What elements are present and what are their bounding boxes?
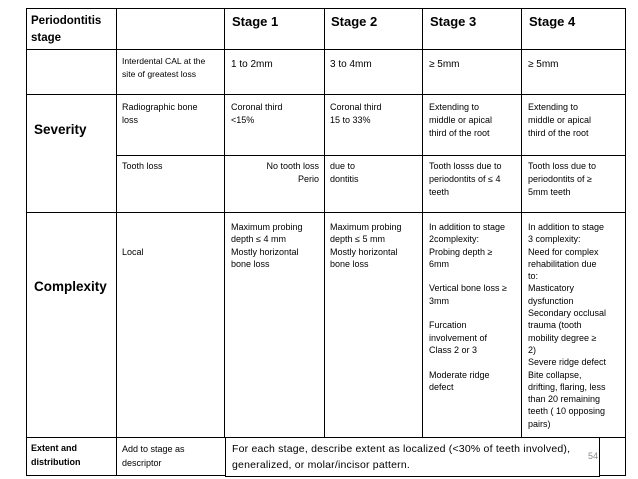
local-stage4-line: Masticatory [528, 283, 575, 294]
severity-label: Severity [34, 122, 87, 137]
local-descriptor: Local [122, 247, 144, 257]
local-stage3-line: Probing depth ≥ [429, 246, 493, 257]
table-col-divider [324, 8, 325, 438]
local-stage4-line: Secondary occlusal [528, 308, 607, 319]
local-stage4-line: than 20 remaining [528, 394, 601, 405]
local-stage4-line: mobility degree ≥ [528, 332, 597, 343]
local-stage4-line: In addition to stage [528, 222, 605, 232]
local-stage3-spacer [429, 356, 507, 368]
cal-stage-4: ≥ 5mm [528, 59, 559, 70]
radiographic-stage2-line1: Coronal third [330, 102, 382, 112]
table-col-divider [116, 8, 117, 476]
tooth-loss-stage3-line1: Tooth losss due to [429, 161, 502, 171]
cal-stage-1: 1 to 2mm [231, 59, 273, 70]
local-stage3-line: 2complexity: [429, 234, 480, 245]
local-stage2-line: Mostly horizontal [330, 246, 398, 257]
radiographic-descriptor-line1: Radiographic bone [122, 102, 198, 112]
header-stage-4: Stage 4 [529, 14, 576, 29]
radiographic-stage3-line2: middle or apical [429, 115, 493, 125]
local-stage4 [528, 221, 606, 430]
tooth-loss-stage4-line2: periodontits of ≥ [528, 174, 592, 184]
complexity-label: Complexity [34, 279, 107, 294]
local-stage1-line: Mostly horizontal [231, 246, 299, 257]
tooth-loss-stage3-line3: teeth [429, 187, 450, 197]
local-stage3-line: Vertical bone loss ≥ [429, 283, 507, 294]
local-stage4-line: to: [528, 271, 539, 282]
local-stage1 [231, 221, 303, 270]
local-stage3-line: 3mm [429, 295, 449, 306]
cal-stage-2: 3 to 4mm [330, 59, 372, 70]
extent-note-box [225, 437, 600, 477]
local-stage3-line: In addition to stage [429, 222, 506, 232]
tooth-loss-descriptor: Tooth loss [122, 161, 163, 171]
local-stage2 [330, 221, 402, 270]
local-stage1-line: depth ≤ 4 mm [231, 234, 286, 245]
radiographic-stage3-line1: Extending to [429, 102, 480, 112]
header-stage-2: Stage 2 [331, 14, 378, 29]
cal-stage-3: ≥ 5mm [429, 59, 460, 70]
local-stage3-line: involvement of [429, 332, 488, 343]
local-stage3 [429, 221, 507, 393]
radiographic-stage4-line2: middle or apical [528, 115, 592, 125]
header-stage-1: Stage 1 [232, 14, 279, 29]
header-periodontitis-stage: Periodontitis stage [31, 15, 102, 44]
local-stage2-line: depth ≤ 5 mm [330, 234, 385, 245]
radiographic-stage3-line3: third of the root [429, 128, 490, 138]
local-stage3-line: 6mm [429, 258, 449, 269]
local-stage4-line: pairs) [528, 418, 551, 429]
local-stage3-line: defect [429, 381, 454, 392]
extent-descriptor-line1: Add to stage as [122, 444, 185, 454]
extent-note-line1: For each stage, describe extent as localized (<30% of teeth involved), [232, 443, 571, 455]
tooth-loss-stage4-line1: Tooth loss due to [528, 161, 597, 171]
extent-label-line2: distribution [31, 457, 81, 467]
tooth-loss-stage1-line1: No tooth loss [266, 161, 319, 171]
table-col-divider [224, 8, 225, 438]
local-stage3-line: Furcation [429, 320, 467, 331]
local-stage2-line: Maximum probing [330, 222, 402, 232]
local-stage1-line: Maximum probing [231, 222, 303, 232]
radiographic-stage4-line3: third of the root [528, 128, 589, 138]
local-stage3-spacer [429, 270, 507, 282]
local-stage4-line: rehabilitation due [528, 258, 597, 269]
radiographic-descriptor-line2: loss [122, 115, 139, 125]
local-stage4-line: Need for complex [528, 246, 599, 257]
cal-descriptor-line1: Interdental CAL at the [122, 56, 206, 66]
local-stage3-line: Class 2 or 3 [429, 344, 478, 355]
radiographic-stage4-line1: Extending to [528, 102, 579, 112]
local-stage4-line: Bite collapse, [528, 369, 582, 380]
tooth-loss-stage4-line3: 5mm teeth [528, 187, 571, 197]
table-col-divider [521, 8, 522, 438]
table-row-divider [116, 155, 626, 156]
tooth-loss-stage2-line1: due to [330, 161, 356, 171]
local-stage4-line: 3 complexity: [528, 234, 581, 245]
extent-note-line2: generalized, or molar/incisor pattern. [232, 459, 411, 471]
table-border-left [26, 8, 27, 476]
extent-descriptor-line2: descriptor [122, 458, 162, 468]
table-col-divider [422, 8, 423, 438]
local-stage3-line: Moderate ridge [429, 369, 490, 380]
local-stage4-line: drifting, flaring, less [528, 381, 606, 392]
local-stage4-line: dysfunction [528, 295, 574, 306]
local-stage4-line: teeth ( 10 opposing [528, 406, 606, 417]
tooth-loss-stage1-line2: Perio [297, 174, 319, 184]
cal-descriptor-line2: site of greatest loss [122, 69, 197, 79]
local-stage1-line: bone loss [231, 258, 270, 269]
page-number: 54 [588, 451, 599, 461]
local-stage4-line: 2) [528, 344, 537, 355]
radiographic-stage1-line1: Coronal third [231, 102, 283, 112]
local-stage4-line: Severe ridge defect [528, 357, 607, 368]
local-stage4-line: trauma (tooth [528, 320, 582, 331]
local-stage3-spacer [429, 307, 507, 319]
local-stage2-line: bone loss [330, 258, 369, 269]
header-stage-3: Stage 3 [430, 14, 477, 29]
radiographic-stage1-line2: <15% [231, 115, 255, 125]
radiographic-stage2-line2: 15 to 33% [330, 115, 371, 125]
table-border-right [625, 8, 626, 476]
extent-label-line1: Extent and [31, 443, 78, 453]
tooth-loss-stage2-line2: dontitis [330, 174, 359, 184]
tooth-loss-stage3-line2: periodontits of ≤ 4 [429, 174, 501, 184]
